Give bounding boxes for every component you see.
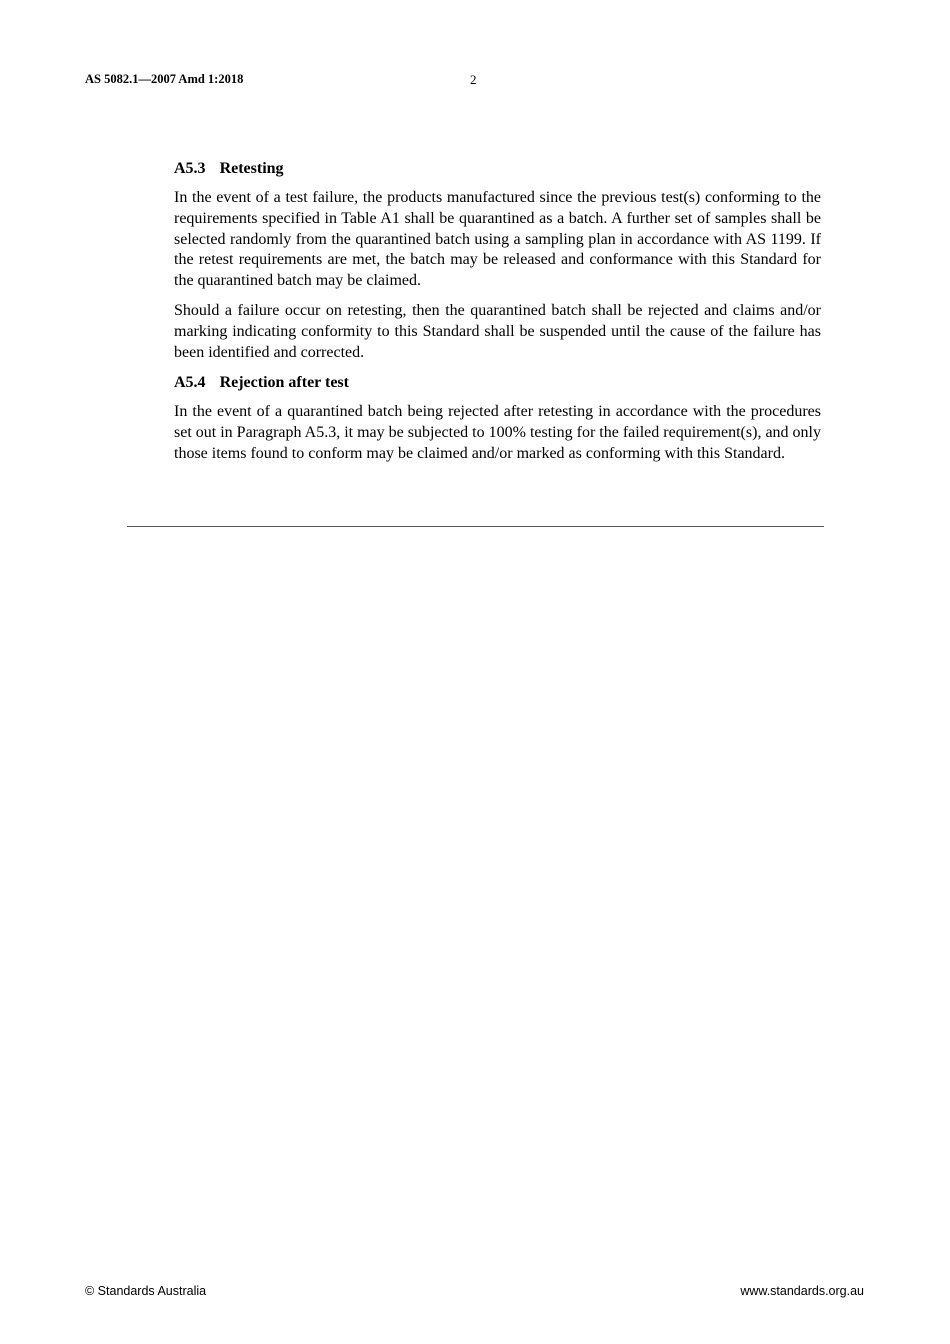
section-heading-a5-3 <box>174 158 821 180</box>
section-number: A5.3 <box>174 160 206 177</box>
footer-copyright: © Standards Australia <box>85 1284 207 1298</box>
paragraph: In the event of a quarantined batch being rejected after retesting in accordance with the procedures set out in Paragraph A5.3, it may be subjected to 100% testing for the failed requirement(s), and only those items found to conform may be claimed and/or marked as conforming with this Standard. <box>174 403 821 462</box>
paragraph: In the event of a test failure, the products manufactured since the previous test(s) conforming to the requirements specified in Table A1 shall be quarantined as a batch. A further set of samples shall be selected randomly from the quarantined batch using a sampling plan in accordance with AS 1199. If the retest requirements are met, the batch may be released and conformance with this Standard for the quarantined batch may be claimed. <box>174 189 821 290</box>
document-body <box>174 158 821 474</box>
end-of-amendment-rule <box>127 526 824 527</box>
section-title: Rejection after test <box>219 374 349 392</box>
section-number: A5.4 <box>174 374 206 392</box>
footer-website: www.standards.org.au <box>740 1284 864 1298</box>
paragraph: Should a failure occur on retesting, then the quarantined batch shall be rejected and claims and/or marking indicating conformity to this Standard shall be suspended until the cause of the failure has been identified and corrected. <box>174 301 821 361</box>
section-title: Retesting <box>219 160 284 177</box>
page-number: 2 <box>470 72 477 87</box>
section-heading-a5-4 <box>174 372 821 394</box>
running-header-standard-id: AS 5082.1—2007 Amd 1:2018 <box>85 72 244 86</box>
